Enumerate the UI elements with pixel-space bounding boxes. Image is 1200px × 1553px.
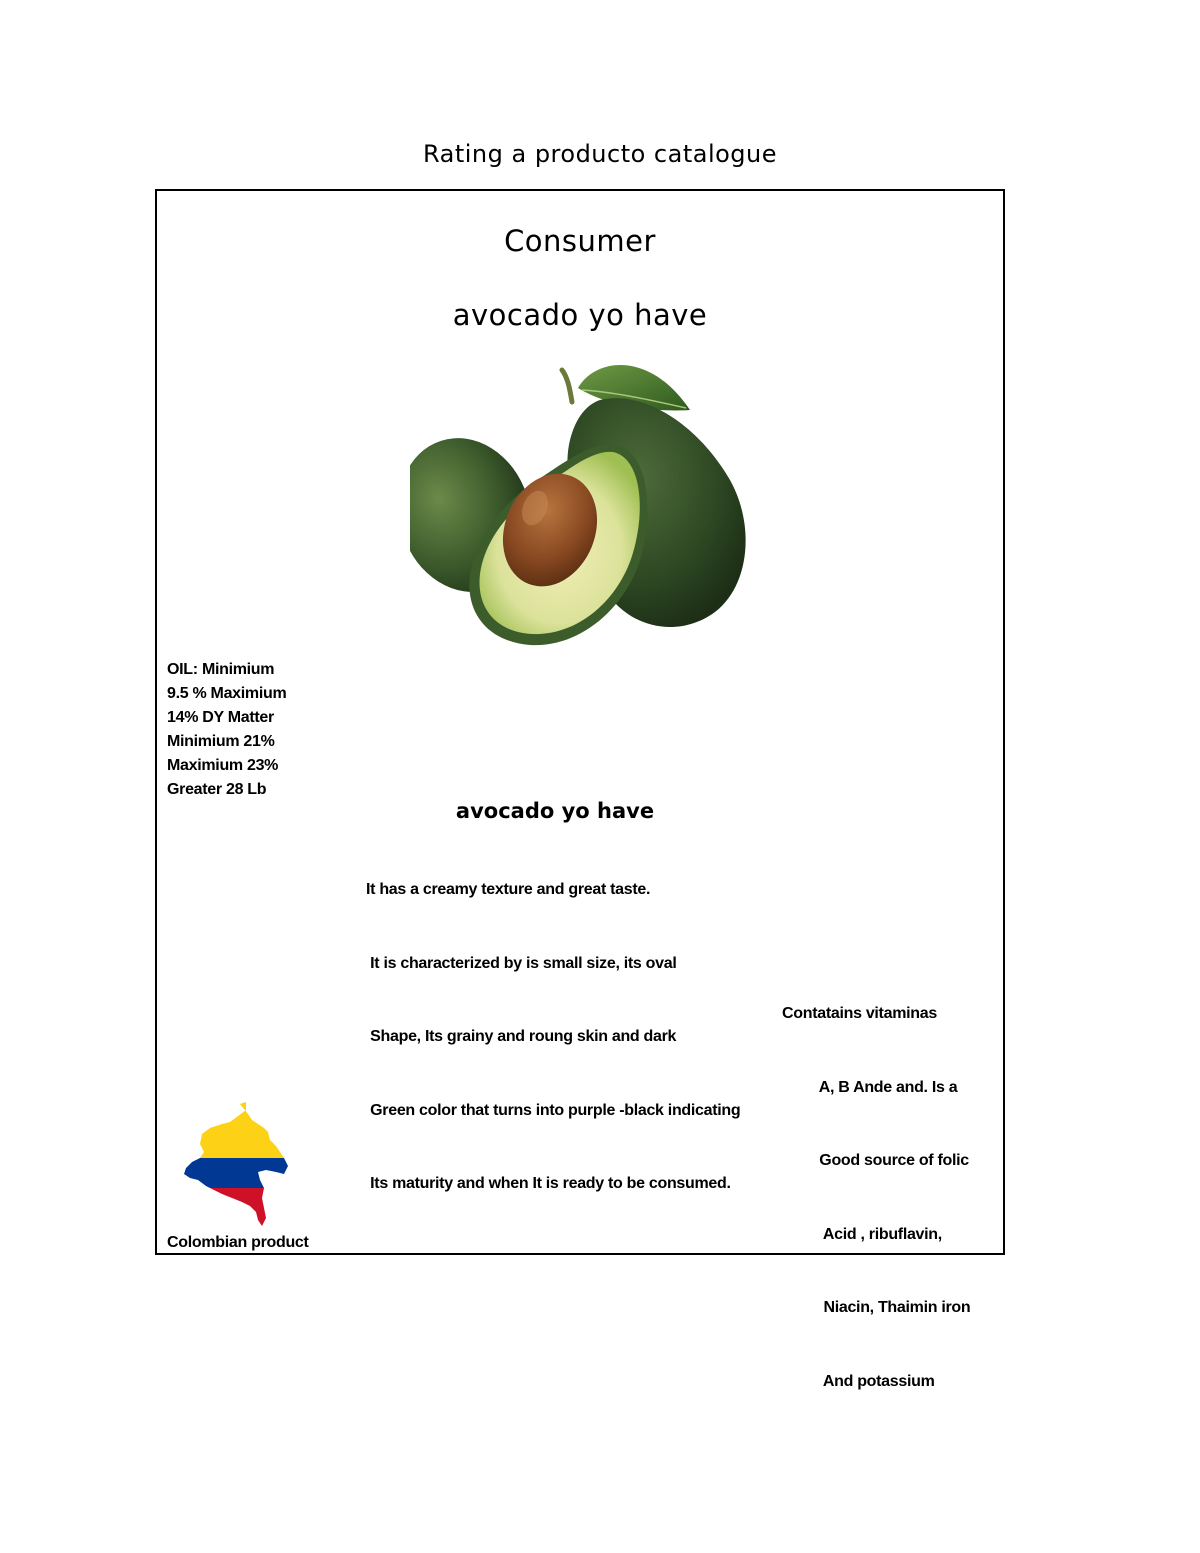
description-line: Shape, Its grainy and roung skin and dark xyxy=(366,1028,677,1045)
spec-item: OIL: Minimium xyxy=(167,661,275,678)
specs-list xyxy=(167,658,286,802)
spec-item: Maximium 23% xyxy=(167,757,279,774)
catalogue-heading: Consumer xyxy=(504,224,656,258)
spec-item: Greater 28 Lb xyxy=(167,781,267,798)
spec-item: Minimium 21% xyxy=(167,733,275,750)
vitamins-line: Contatains vitaminas xyxy=(782,1005,937,1022)
product-name: avocado yo have xyxy=(452,298,708,332)
description-text xyxy=(366,829,740,1221)
spec-item: 14% DY Matter xyxy=(167,709,274,726)
vitamins-line: Acid , ribuflavin, xyxy=(782,1225,942,1243)
vitamins-line: Niacin, Thaimin iron xyxy=(782,1299,971,1316)
vitamins-line: Good source of folic xyxy=(782,1152,969,1169)
colombia-flag-map-icon xyxy=(180,1100,290,1228)
description-line: It is characterized by is small size, its oval xyxy=(366,954,677,972)
vitamins-text xyxy=(782,953,970,1419)
description-title: avocado yo have xyxy=(455,799,655,823)
description-line: It has a creamy texture and great taste. xyxy=(366,881,651,898)
description-line: Its maturity and when It is ready to be consumed. xyxy=(366,1175,731,1192)
vitamins-line: A, B Ande and. Is a xyxy=(782,1078,958,1096)
spec-item: 9.5 % Maximium xyxy=(167,685,287,702)
vitamins-line: And potassium xyxy=(782,1372,935,1390)
origin-label: Colombian product xyxy=(167,1234,309,1251)
description-line: Green color that turns into purple -black indicating xyxy=(366,1101,741,1119)
avocado-icon xyxy=(410,350,755,655)
page-title: Rating a producto catalogue xyxy=(422,140,778,168)
